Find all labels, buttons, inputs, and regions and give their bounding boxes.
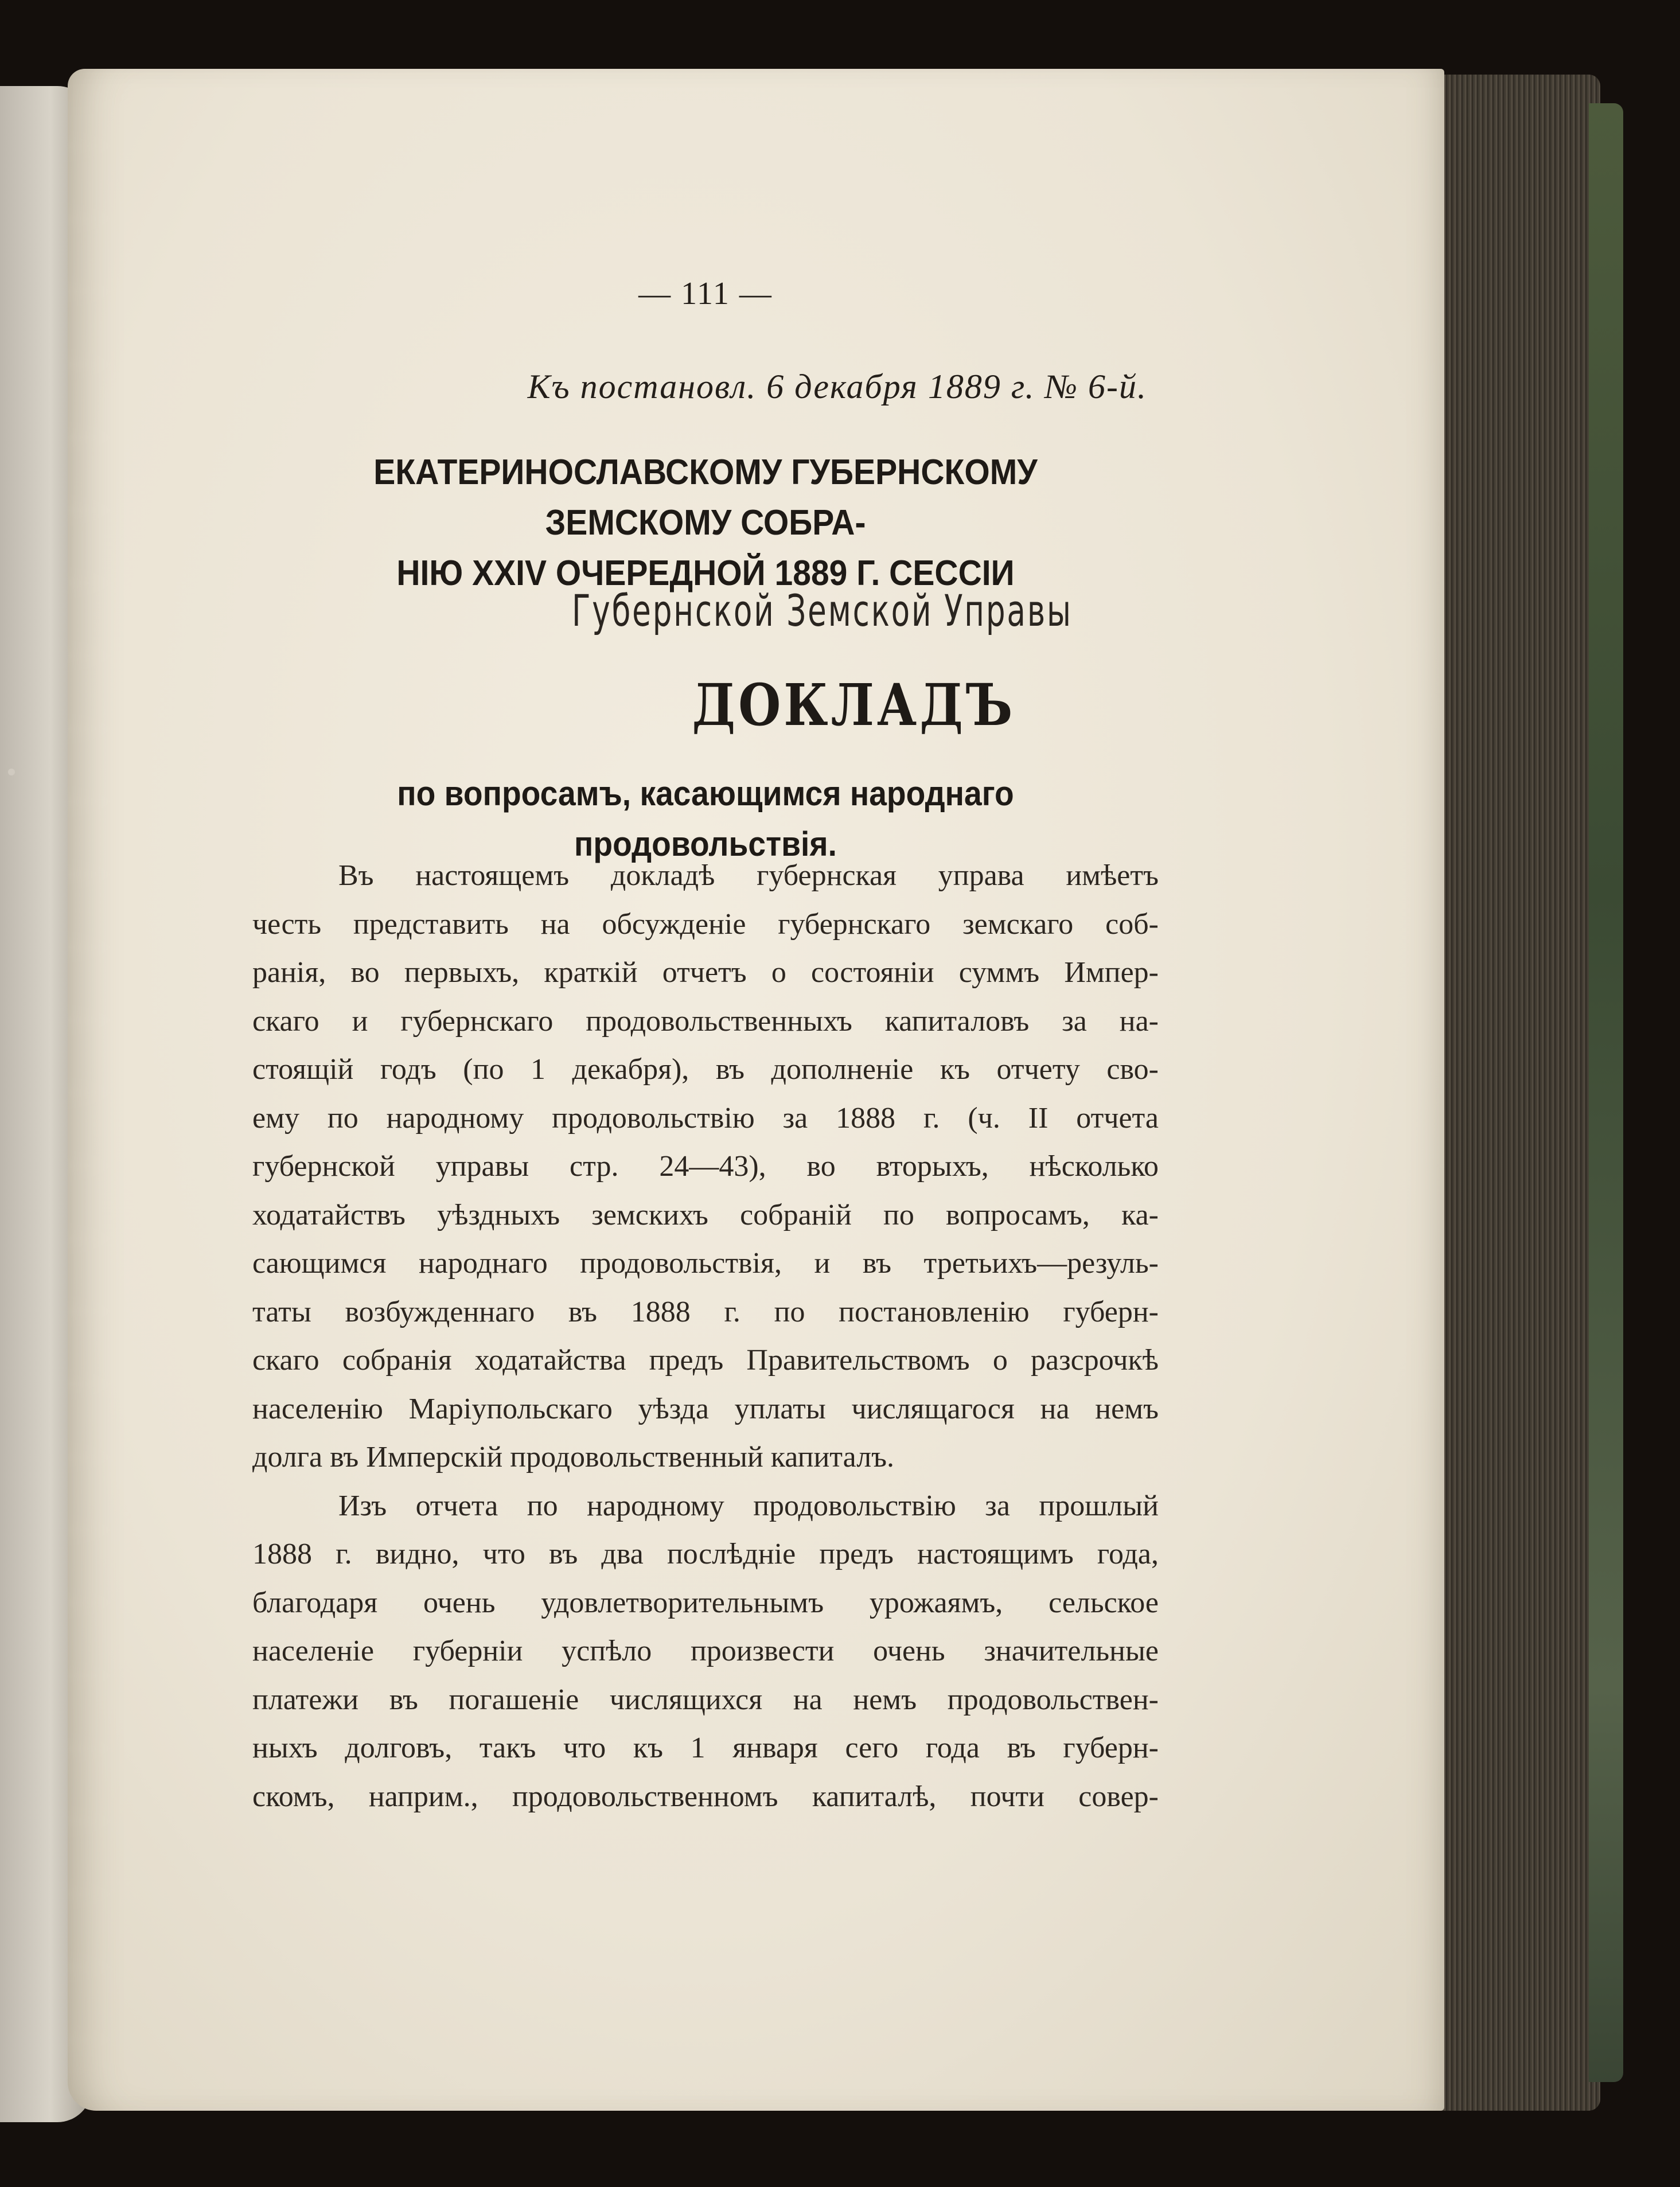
page-number: — 111 — bbox=[638, 276, 773, 311]
issuer-heading: Губернской Земской Управы bbox=[572, 585, 1073, 636]
book-cover-edge bbox=[1589, 103, 1623, 2082]
text-line: губернской управы стр. 24—43), во вторыхъ, нѣсколько bbox=[252, 1150, 1159, 1183]
text-line: 1888 г. видно, что въ два послѣдніе предъ настоящимъ года, bbox=[252, 1538, 1159, 1570]
text-line: платежи въ погашеніе числящихся на немъ продовольствен- bbox=[252, 1683, 1159, 1716]
text-line: скомъ, наприм., продовольственномъ капиталѣ, почти совер- bbox=[252, 1780, 1159, 1813]
text-line: ранія, во первыхъ, краткій отчетъ о состояніи суммъ Импер- bbox=[252, 956, 1159, 989]
addressee-line: ЕКАТЕРИНОСЛАВСКОМУ ГУБЕРНСКОМУ ЗЕМСКОМУ СОБРА- bbox=[373, 453, 1038, 543]
text-line: скаго собранія ходатайства предъ Правительствомъ о разсрочкѣ bbox=[252, 1344, 1159, 1377]
report-title: ДОКЛАДЪ bbox=[692, 671, 1015, 739]
resolution-reference: Къ постановл. 6 декабря 1889 г. № 6-й. bbox=[527, 368, 1147, 406]
paragraph-2 bbox=[252, 1482, 1159, 1822]
book-page-edges bbox=[1422, 75, 1600, 2111]
text-line: сающимся народнаго продовольствія, и въ третьихъ—резуль- bbox=[252, 1247, 1159, 1280]
text-line: Изъ отчета по народному продовольствію за прошлый bbox=[338, 1489, 1159, 1522]
text-line: ему по народному продовольствію за 1888 г. (ч. II отчета bbox=[252, 1101, 1159, 1135]
report-subject: по вопросамъ, касающимся народнаго продовольствія. bbox=[397, 774, 1014, 863]
body-text bbox=[252, 852, 1159, 1821]
text-line: ныхъ долговъ, такъ что къ 1 января сего года въ губерн- bbox=[252, 1732, 1159, 1764]
addressee-heading bbox=[252, 447, 1159, 599]
text-line: таты возбужденнаго въ 1888 г. по постановленію губерн- bbox=[252, 1295, 1159, 1328]
text-line: скаго и губернскаго продовольственныхъ капиталовъ за на- bbox=[252, 1004, 1159, 1038]
text-line: населеніе губерніи успѣло произвести очень значительные bbox=[252, 1635, 1159, 1667]
text-line: долга въ Имперскій продовольственный капиталъ. bbox=[252, 1441, 895, 1473]
text-line: благодаря очень удовлетворительнымъ урожаямъ, сельское bbox=[252, 1586, 1159, 1619]
text-line: ходатайствъ уѣздныхъ земскихъ собраній по вопросамъ, ка- bbox=[252, 1198, 1159, 1231]
text-line: стоящій годъ (по 1 декабря), въ дополненіе къ отчету сво- bbox=[252, 1053, 1159, 1086]
page-speck bbox=[8, 769, 15, 775]
text-line: Въ настоящемъ докладѣ губернская управа имѣетъ bbox=[338, 859, 1159, 892]
paragraph-1 bbox=[252, 852, 1159, 1482]
text-line: населенію Маріупольскаго уѣзда уплаты числящагося на немъ bbox=[252, 1392, 1159, 1425]
addressee-line: НІЮ XXIV ОЧЕРЕДНОЙ 1889 Г. СЕССІИ bbox=[396, 553, 1015, 593]
text-line: честь представить на обсужденіе губернскаго земскаго соб- bbox=[252, 907, 1159, 941]
